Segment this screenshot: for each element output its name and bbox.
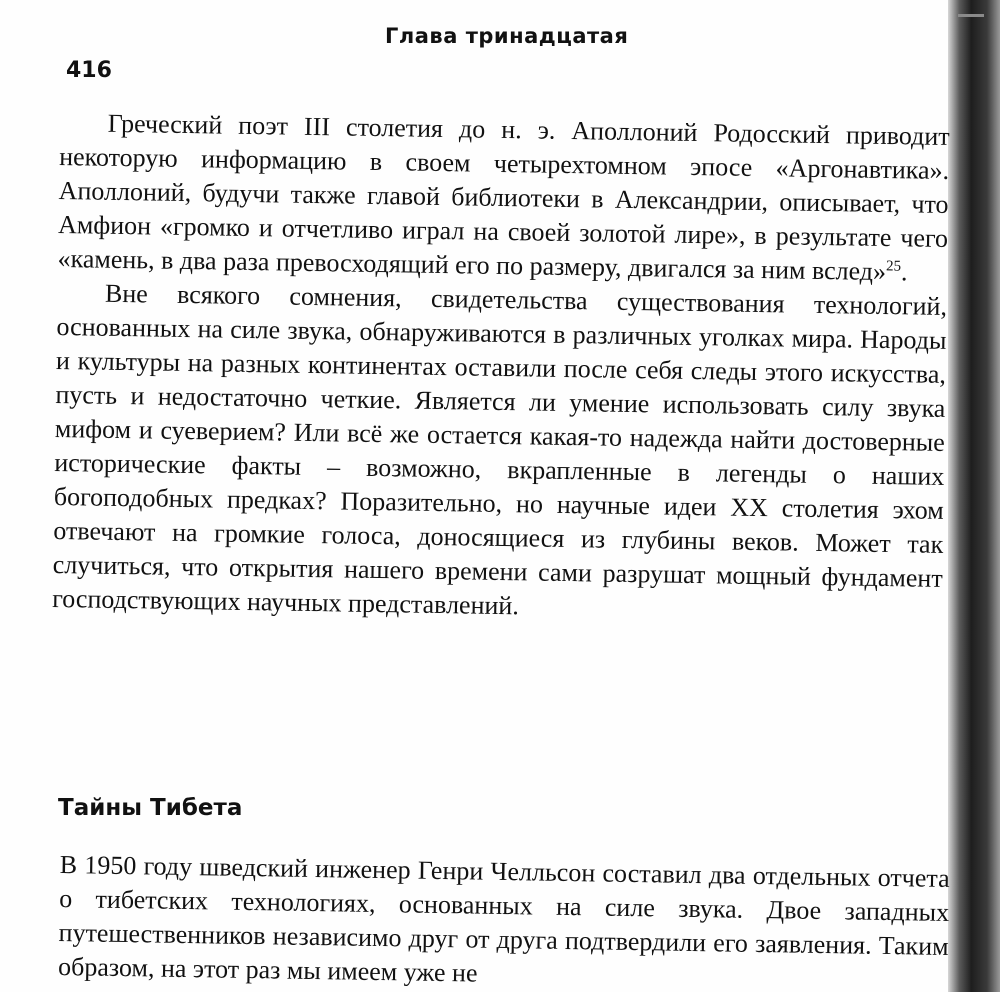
chapter-running-head: Глава тринадцатая [385, 24, 629, 48]
section-text-block [58, 848, 950, 992]
main-text-block [52, 106, 950, 630]
section-heading: Тайны Тибета [58, 795, 243, 821]
footnote-ref: 25 [885, 258, 902, 275]
paragraph-sound-technologies: Вне всякого сомнения, свидетельства существования технологий, основанных на силе звука, обнаруживаются в различных уголках мира. Народы и культуры на разных континентах оставили после себя следы этого искусства, пусть и недостаточно четкие. Является ли умение использовать силу звука мифом и суеверием? Или всё же остается какая-то надежда найти достоверные исторические факты – возможно, вкрапленные в легенды о наших богоподобных предках? Поразительно, но научные идеи XX столетия эхом отвечают на громкие голоса, доносящиеся из глубины веков. Может так случиться, что открытия нашего времени сами разрушат мощный фундамент господствующих научных представлений. [52, 278, 948, 621]
paragraph-apollonius-text: Греческий поэт III столетия до н. э. Аполлоний Родосский приводит некоторую информацию в своем четырехтомном эпосе «Аргонавтика». Аполлоний, будучи также главой библиотеки в Александрии, описывает, что Амфион «громко и отчетливо играл на своей золотой лире», в результате чего «камень, в два раза превосходящий его по размеру, двигался за ним вслед» [57, 108, 950, 286]
paragraph-apollonius-tail: . [900, 257, 908, 287]
paragraph-apollonius [57, 106, 950, 290]
page-number: 416 [66, 58, 112, 83]
book-spine-shadow [948, 0, 1000, 992]
paragraph-tibet: В 1950 году шведский инженер Генри Челльсон составил два отдельных отчета о тибетских технологиях, основанных на силе звука. Двое западных путешественников независимо друг от друга подтвердили его заявления. Таким образом, на этот раз мы имеем уже не [57, 849, 950, 988]
spine-mark [958, 14, 984, 17]
